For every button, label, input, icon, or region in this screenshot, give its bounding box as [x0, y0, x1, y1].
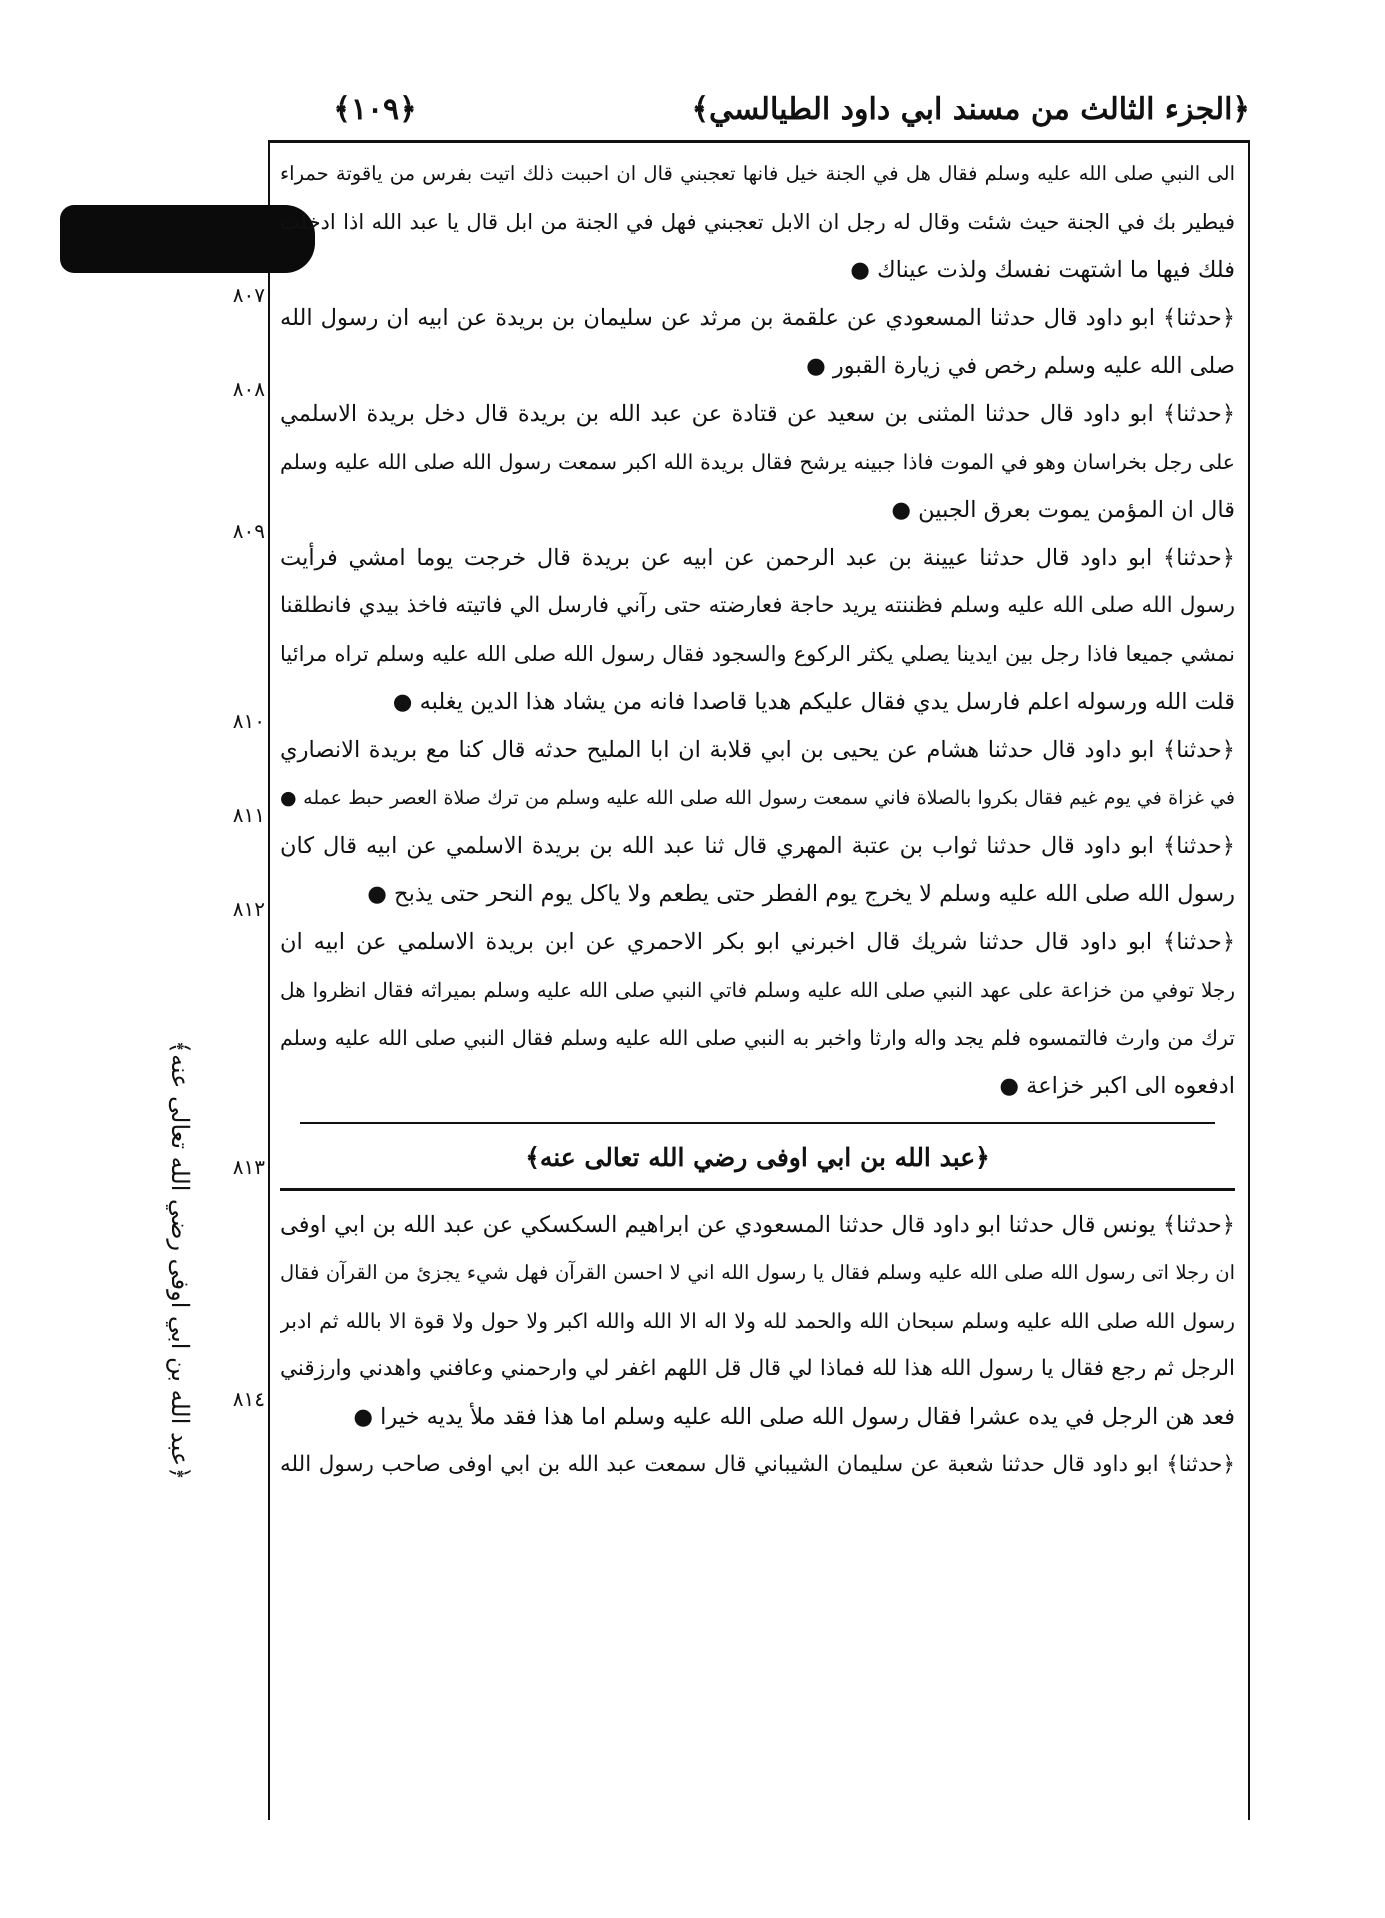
hadith-number-807: ٨٠٧ — [232, 283, 265, 307]
text-line: ﴿حدثنا﴾ ابو داود قال حدثنا المثنى بن سعيد عن قتادة عن عبد الله بن بريدة قال دخل بريدة الاسلمي — [280, 401, 1235, 427]
text-line: ﴿حدثنا﴾ ابو داود قال حدثنا هشام عن يحيى بن ابي قلابة ان ابا المليح حدثه قال كنا مع بريدة الانصاري — [280, 737, 1235, 763]
hadith-number-812: ٨١٢ — [232, 897, 265, 921]
text-line: رجلا توفي من خزاعة على عهد النبي صلى الله عليه وسلم فاتي النبي صلى الله عليه وسلم بميراثه فقال انظروا هل — [280, 978, 1235, 1002]
text-line: في غزاة في يوم غيم فقال بكروا بالصلاة فاني سمعت رسول الله صلى الله عليه وسلم من ترك صلاة العصر حبط عمله ● — [280, 787, 1235, 809]
hadith-number-814: ٨١٤ — [232, 1387, 265, 1411]
text-line: فلك فيها ما اشتهت نفسك ولذت عيناك ● — [850, 257, 1235, 283]
header-rule — [268, 140, 1248, 143]
text-line: فيطير بك في الجنة حيث شئت وقال له رجل ان الابل تعجبني فهل في الجنة من ابل قال يا عبد الله اذا ادخلت — [280, 210, 1235, 234]
left-border — [268, 140, 270, 1820]
text-line: ﴿حدثنا﴾ يونس قال حدثنا ابو داود قال حدثنا المسعودي عن ابراهيم السكسكي عن عبد الله بن ابي اوفى — [280, 1212, 1235, 1238]
hadith-number-811: ٨١١ — [232, 803, 265, 827]
text-line: على رجل بخراسان وهو في الموت فاذا جبينه يرشح فقال بريدة الله اكبر سمعت رسول الله صلى الله عليه وسلم — [280, 450, 1235, 474]
main-text — [280, 150, 1235, 1810]
section-title: ﴿عبد الله بن ابي اوفى رضي الله تعالى عنه﴾ — [525, 1143, 990, 1172]
hadith-number-809: ٨٠٩ — [232, 519, 265, 543]
right-border — [1248, 140, 1250, 1820]
text-line: ﴿حدثنا﴾ ابو داود قال حدثنا شريك قال اخبرني ابو بكر الاحمري عن ابن بريدة الاسلمي عن ابيه ان — [280, 929, 1235, 955]
hadith-number-810: ٨١٠ — [232, 709, 265, 733]
page-header — [300, 92, 1250, 136]
redaction-mark — [60, 205, 315, 273]
text-line: الى النبي صلى الله عليه وسلم فقال هل في الجنة خيل فانها تعجبني قال ان احببت ذلك اتيت بفرس من ياقوتة حمراء — [280, 162, 1235, 185]
running-title: ﴿الجزء الثالث من مسند ابي داود الطيالسي﴾ — [691, 92, 1250, 127]
text-line: رسول الله صلى الله عليه وسلم سبحان الله والحمد لله ولا اله الا الله والله اكبر ولا حول ولا قوة الا بالله ثم ادبر — [280, 1309, 1235, 1333]
section-divider-bottom — [280, 1188, 1235, 1191]
hadith-number-813: ٨١٣ — [232, 1155, 265, 1179]
text-line: ﴿حدثنا﴾ ابو داود قال حدثنا شعبة عن سليمان الشيباني قال سمعت عبد الله بن ابي اوفى صاحب رسول الله — [280, 1452, 1235, 1477]
text-line: ﴿حدثنا﴾ ابو داود قال حدثنا عيينة بن عبد الرحمن عن ابيه عن بريدة قال خرجت يوما امشي فرأيت — [280, 545, 1235, 571]
text-line: قال ان المؤمن يموت بعرق الجبين ● — [891, 497, 1235, 523]
text-line: الرجل ثم رجع فقال يا رسول الله هذا لله فماذا لي قال قل اللهم اغفر لي وارحمني وعافني واهدني وارزقني — [280, 1356, 1235, 1381]
page-number: ﴿١٠٩﴾ — [333, 92, 417, 127]
text-line: فعد هن الرجل في يده عشرا فقال رسول الله صلى الله عليه وسلم اما هذا فقد ملأ يديه خيرا ● — [353, 1404, 1235, 1430]
text-line: ان رجلا اتى رسول الله صلى الله عليه وسلم فقال يا رسول الله اني لا احسن القرآن فهل شيء يجزئ من القرآن فقال — [280, 1261, 1235, 1284]
text-line: نمشي جميعا فاذا رجل بين ايدينا يصلي يكثر الركوع والسجود فقال رسول الله صلى الله عليه وسلم تراه مرائيا — [280, 642, 1235, 666]
hadith-number-808: ٨٠٨ — [232, 377, 265, 401]
text-line: ﴿حدثنا﴾ ابو داود قال حدثنا المسعودي عن علقمة بن مرثد عن سليمان بن بريدة عن ابيه ان رسول الله — [280, 305, 1235, 331]
text-line: ﴿حدثنا﴾ ابو داود قال حدثنا ثواب بن عتبة المهري قال ثنا عبد الله بن بريدة الاسلمي عن ابيه قال كان — [280, 833, 1235, 859]
text-line: ترك من وارث فالتمسوه فلم يجد واله وارثا واخبر به النبي صلى الله عليه وسلم فقال النبي صلى الله عليه وسلم — [280, 1026, 1235, 1050]
text-line: صلى الله عليه وسلم رخص في زيارة القبور ● — [806, 353, 1235, 379]
margin-note: ﴿عبد الله بن ابي اوفى رضي الله تعالى عنه﴾ — [166, 1039, 194, 1480]
text-line: رسول الله صلى الله عليه وسلم لا يخرج يوم الفطر حتى يطعم ولا ياكل يوم النحر حتى يذبح ● — [367, 881, 1235, 907]
text-line: رسول الله صلى الله عليه وسلم فظننته يريد حاجة فعارضته حتى رآني فارسل الي فاتيته فاخذ بيدي فانطلقنا — [280, 593, 1235, 618]
text-line: ادفعوه الى اكبر خزاعة ● — [999, 1073, 1235, 1099]
text-line: قلت الله ورسوله اعلم فارسل يدي فقال عليكم هديا قاصدا فانه من يشاد هذا الدين يغلبه ● — [392, 689, 1235, 715]
section-divider-top — [300, 1122, 1215, 1124]
